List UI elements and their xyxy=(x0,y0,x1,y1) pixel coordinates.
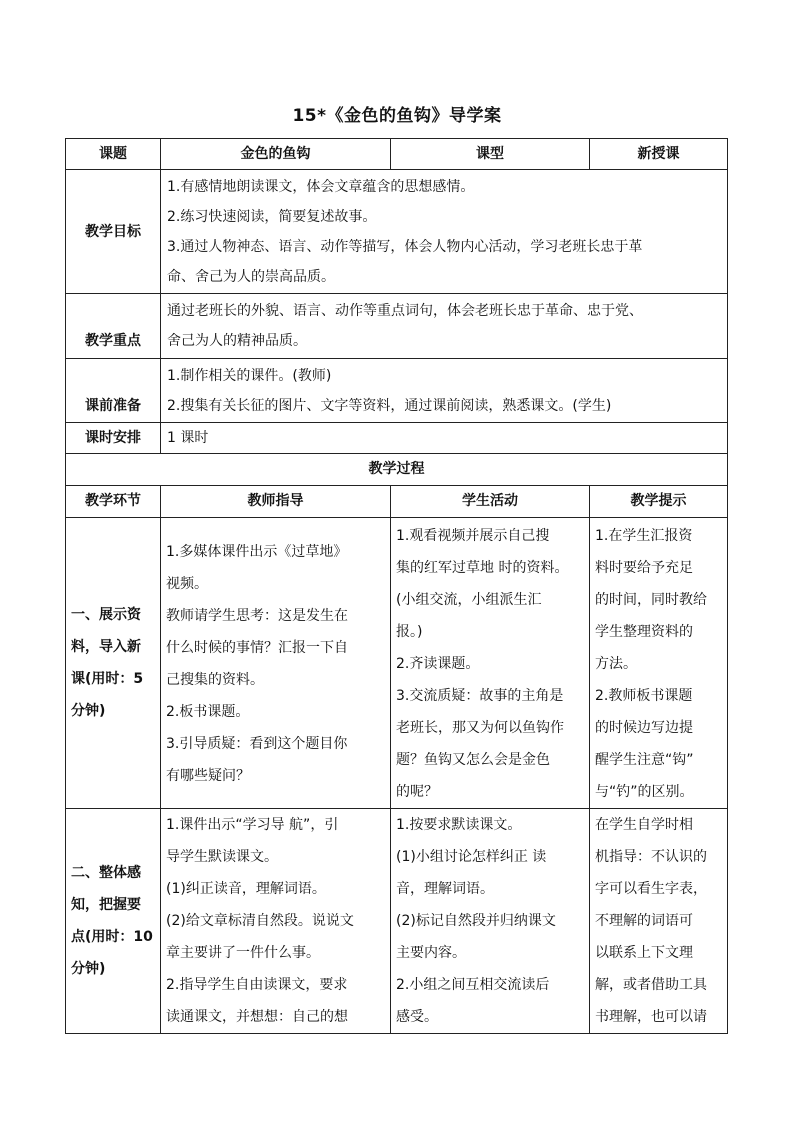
teacher-line: 什么时候的事情？汇报一下自 xyxy=(166,640,348,656)
type-value: 新授课 xyxy=(590,139,728,170)
lesson-plan-table xyxy=(65,138,728,1034)
student-line: 集的红军过草地 时的资料。 xyxy=(396,560,569,576)
teacher-line: 教师请学生思考：这是发生在 xyxy=(166,608,348,624)
teaching-tips-cell xyxy=(590,518,728,809)
student-line: 3.交流质疑：故事的主角是 xyxy=(396,688,564,704)
goal-line: 命、舍己为人的崇高品质。 xyxy=(167,268,335,285)
teacher-line: 章主要讲了一件什么事。 xyxy=(166,945,320,961)
student-line: 1.按要求默读课文。 xyxy=(396,817,522,833)
teacher-line: 视频。 xyxy=(166,576,208,592)
column-header: 学生活动 xyxy=(391,486,590,518)
goal-line: 2.练习快速阅读，简要复述故事。 xyxy=(167,208,377,225)
student-line: (小组交流，小组派生汇 xyxy=(396,592,542,608)
tip-line: 不理解的词语可 xyxy=(595,913,693,929)
teacher-line: 3.引导质疑：看到这个题目你 xyxy=(166,736,348,752)
prep-label: 课前准备 xyxy=(66,359,161,423)
student-line: 2.齐读课题。 xyxy=(396,656,480,672)
prep-line: 2.搜集有关长征的图片、文字等资料，通过课前阅读，熟悉课文。(学生) xyxy=(167,397,612,414)
stage-line: 二、整体感 xyxy=(71,865,141,881)
process-title-row xyxy=(66,454,728,486)
student-line: 音，理解词语。 xyxy=(396,881,494,897)
prep-cell xyxy=(161,359,728,423)
stage-line: 分钟) xyxy=(71,961,106,977)
type-label: 课型 xyxy=(391,139,590,170)
lesson-label: 课题 xyxy=(66,139,161,170)
stage-line: 料，导入新 xyxy=(71,639,141,655)
key-points-row xyxy=(66,294,728,359)
tip-line: 学生整理资料的 xyxy=(595,624,693,640)
process-row xyxy=(66,809,728,1034)
teacher-line: 1.课件出示“学习导 航”，引 xyxy=(166,817,339,833)
column-header: 教师指导 xyxy=(161,486,391,518)
goals-label: 教学目标 xyxy=(66,170,161,294)
process-header-row xyxy=(66,486,728,518)
teacher-guidance-cell xyxy=(161,809,391,1034)
teacher-line: 1.多媒体课件出示《过草地》 xyxy=(166,544,348,560)
stage-line: 分钟) xyxy=(71,703,106,719)
goal-line: 1.有感情地朗读课文，体会文章蕴含的思想感情。 xyxy=(167,178,475,195)
student-line: (2)标记自然段并归纳课文 xyxy=(396,913,556,929)
student-line: 主要内容。 xyxy=(396,945,466,961)
student-line: 2.小组之间互相交流读后 xyxy=(396,977,550,993)
student-line: 1.观看视频并展示自己搜 xyxy=(396,528,550,544)
stage-line: 点(用时：10 xyxy=(71,929,153,945)
teacher-line: 导学生默读课文。 xyxy=(166,849,278,865)
student-activity-cell xyxy=(391,518,590,809)
document-title: 15*《金色的鱼钩》导学案 xyxy=(292,106,502,126)
tip-line: 2.教师板书课题 xyxy=(595,688,693,704)
key-points-cell xyxy=(161,294,728,359)
student-line: 报。) xyxy=(396,624,423,640)
process-title: 教学过程 xyxy=(66,454,728,486)
schedule-row xyxy=(66,423,728,454)
student-line: (1)小组讨论怎样纠正 读 xyxy=(396,849,547,865)
schedule-label: 课时安排 xyxy=(66,423,161,454)
tip-line: 机指导：不认识的 xyxy=(595,849,707,865)
goals-row xyxy=(66,170,728,294)
goals-cell xyxy=(161,170,728,294)
student-line: 老班长，那又为何以鱼钩作 xyxy=(396,720,564,736)
lesson-value: 金色的鱼钩 xyxy=(161,139,391,170)
student-activity-cell xyxy=(391,809,590,1034)
process-row xyxy=(66,518,728,809)
tip-line: 在学生自学时相 xyxy=(595,817,693,833)
tip-line: 1.在学生汇报资 xyxy=(595,528,693,544)
teacher-line: 2.板书课题。 xyxy=(166,704,250,720)
key-point-line: 舍己为人的精神品质。 xyxy=(167,333,307,349)
teacher-line: 读通课文，并想想：自己的想 xyxy=(166,1009,348,1025)
tip-line: 醒学生注意“钩” xyxy=(595,752,694,768)
tip-line: 字可以看生字表， xyxy=(595,881,707,897)
student-line: 感受。 xyxy=(396,1009,438,1025)
tip-line: 书理解，也可以请 xyxy=(595,1009,707,1025)
tip-line: 方法。 xyxy=(595,656,637,672)
teacher-line: 有哪些疑问？ xyxy=(166,768,250,784)
tip-line: 与“钓”的区别。 xyxy=(595,784,694,800)
key-point-line: 通过老班长的外貌、语言、动作等重点词句，体会老班长忠于革命、忠于党、 xyxy=(167,303,643,319)
prep-line: 1.制作相关的课件。(教师) xyxy=(167,367,332,384)
teaching-tips-cell xyxy=(590,809,728,1034)
stage-line: 知，把握要 xyxy=(71,897,141,913)
teacher-line: (2)给文章标清自然段。说说文 xyxy=(166,913,354,929)
teacher-line: 2.指导学生自由读课文，要求 xyxy=(166,977,348,993)
teacher-line: (1)纠正读音，理解词语。 xyxy=(166,881,326,897)
tip-line: 料时要给予充足 xyxy=(595,560,693,576)
stage-line: 一、展示资 xyxy=(71,607,141,623)
lesson-info-row xyxy=(66,139,728,170)
stage-cell xyxy=(66,809,161,1034)
column-header: 教学环节 xyxy=(66,486,161,518)
schedule-value: 1 课时 xyxy=(161,423,728,454)
tip-line: 解，或者借助工具 xyxy=(595,977,707,993)
tip-line: 以联系上下文理 xyxy=(595,945,693,961)
stage-line: 课(用时：5 xyxy=(71,671,144,687)
tip-line: 的时候边写边提 xyxy=(595,720,693,736)
teacher-line: 己搜集的资料。 xyxy=(166,672,264,688)
teacher-guidance-cell xyxy=(161,518,391,809)
student-line: 的呢？ xyxy=(396,784,438,800)
key-points-label: 教学重点 xyxy=(66,294,161,359)
prep-row xyxy=(66,359,728,423)
tip-line: 的时间，同时教给 xyxy=(595,592,707,608)
column-header: 教学提示 xyxy=(590,486,728,518)
stage-cell xyxy=(66,518,161,809)
student-line: 题？鱼钩又怎么会是金色 xyxy=(396,752,550,768)
goal-line: 3.通过人物神态、语言、动作等描写，体会人物内心活动，学习老班长忠于革 xyxy=(167,238,643,255)
